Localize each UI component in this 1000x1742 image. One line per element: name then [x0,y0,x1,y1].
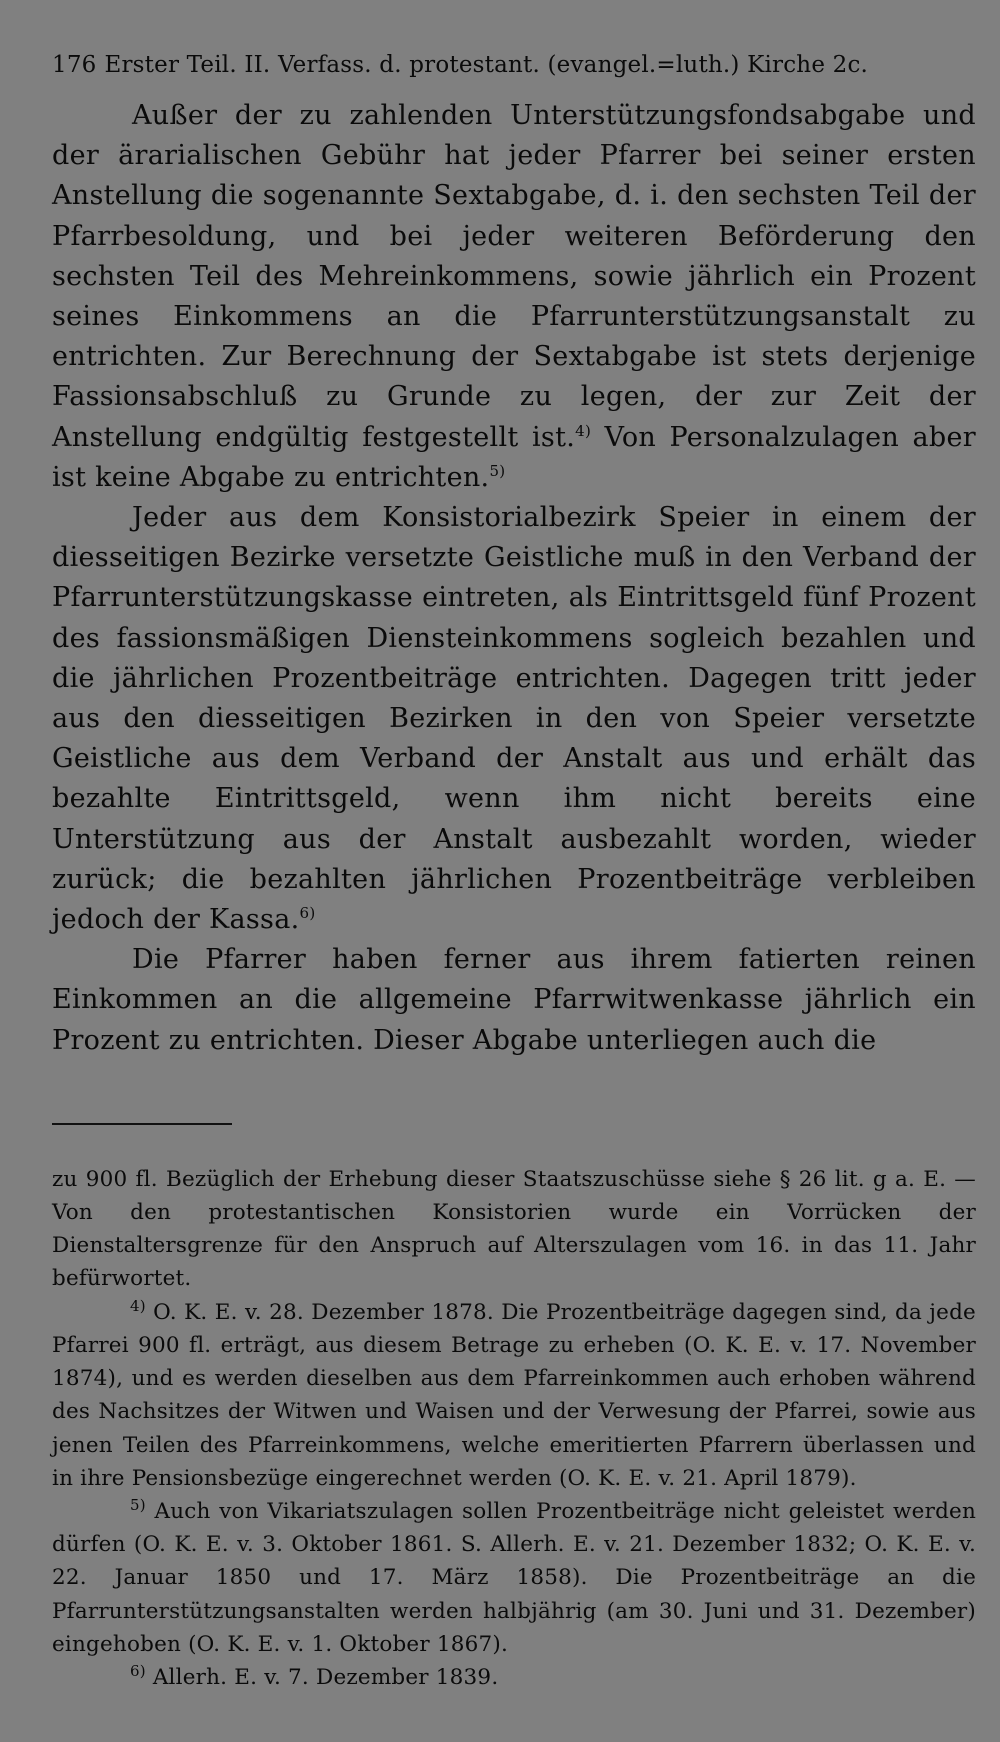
running-head [52,48,976,82]
footnote-5-mark: 5) [130,1495,146,1514]
footnote-4-text: O. K. E. v. 28. Dezember 1878. Die Prozentbeiträge dagegen sind, da jede Pfarrei 900 fl. erträgt, aus diesem Betrage zu erheben (O. K. E. v. 17. November 1874), und es werden dieselben aus dem Pfarreinkommen auch erhoben während des Nachsitzes der Witwen und Waisen und der Verwesung der Pfarrei, sowie aus jenen Teilen des Pfarreinkommens, welche emeritierten Pfarrern überlassen und in ihre Pensionsbezüge eingerechnet werden (O. K. E. v. 21. April 1879). [52,1299,976,1491]
book-page [52,48,976,1694]
paragraph-speier [52,498,976,940]
paragraph-sextabgabe [52,96,976,498]
paragraph-2-text: Jeder aus dem Konsistorialbezirk Speier in einem der diesseitigen Bezirke versetzte Geistliche muß in den Verband der Pfarrunterstützungskasse eintreten, als Eintrittsgeld fünf Prozent des fassionsmäßigen Diensteinkommens sogleich bezahlen und die jährlichen Prozentbeiträge entrichten. Dagegen tritt jeder aus den diesseitigen Bezirken in den von Speier versetzte Geistliche aus dem Verband der Anstalt aus und erhält das bezahlte Eintrittsgeld, wenn ihm nicht bereits eine Unterstützung aus der Anstalt ausbezahlt worden, wieder zurück; die bezahlten jährlichen Prozentbeiträge verbleiben jedoch der Kassa. [52,502,976,936]
footnote-ref-6: 6) [299,904,316,923]
running-title: Erster Teil. II. Verfass. d. protestant. (evangel.=luth.) Kirche 2c. [104,52,869,78]
paragraph-1-text: Außer der zu zahlenden Unterstützungsfondsabgabe und der ärarialischen Gebühr hat jeder Pfarrer bei seiner ersten Anstellung die sogenannte Sextabgabe, d. i. den sechsten Teil der Pfarrbesoldung, und bei jeder weiteren Beförderung den sechsten Teil des Mehreinkommens, sowie jährlich ein Prozent seines Einkommens an die Pfarrunterstützungsanstalt zu entrichten. Zur Berechnung der Sextabgabe ist stets derjenige Fassionsabschluß zu Grunde zu legen, der zur Zeit der Anstellung endgültig festgestellt ist. [52,100,976,453]
footnote-divider [52,1123,232,1125]
footnote-5-text: Auch von Vikariatszulagen sollen Prozentbeiträge nicht geleistet werden dürfen (O. K. E. v. 3. Oktober 1861. S. Allerh. E. v. 21. Dezember 1832; O. K. E. v. 22. Januar 1850 und 17. März 1858). Die Prozentbeiträge an die Pfarrunterstützungsanstalten werden halbjährig (am 30. Juni und 31. Dezember) eingehoben (O. K. E. v. 1. Oktober 1867). [52,1498,976,1657]
footnote-ref-4: 4) [575,421,592,440]
paragraph-3-text: Die Pfarrer haben ferner aus ihrem fatierten reinen Einkommen an die allgemeine Pfarrwitwenkasse jährlich ein Prozent zu entrichten. Dieser Abgabe unterliegen auch die [52,944,976,1056]
footnote-6 [52,1661,976,1694]
footnote-4 [52,1296,976,1495]
paragraph-1-continuation: Von Personalzulagen aber ist keine Abgabe zu entrichten. [52,421,977,493]
main-text [52,96,976,1061]
footnotes [52,1163,976,1694]
footnote-4-mark: 4) [130,1296,146,1315]
paragraph-witwenkasse [52,940,976,1061]
page-number: 176 [52,52,97,78]
footnote-6-text: Allerh. E. v. 7. Dezember 1839. [145,1664,499,1690]
footnote-ref-5: 5) [489,461,506,480]
footnote-continuation: zu 900 fl. Bezüglich der Erhebung dieser Staatszuschüsse siehe § 26 lit. g a. E. — Von den protestantischen Konsistorien wurde ein Vorrücken der Dienstaltersgrenze für den Anspruch auf Alterszulagen vom 16. in das 11. Jahr befürwortet. [52,1166,976,1292]
footnote-5 [52,1495,976,1661]
footnote-6-mark: 6) [130,1661,146,1680]
